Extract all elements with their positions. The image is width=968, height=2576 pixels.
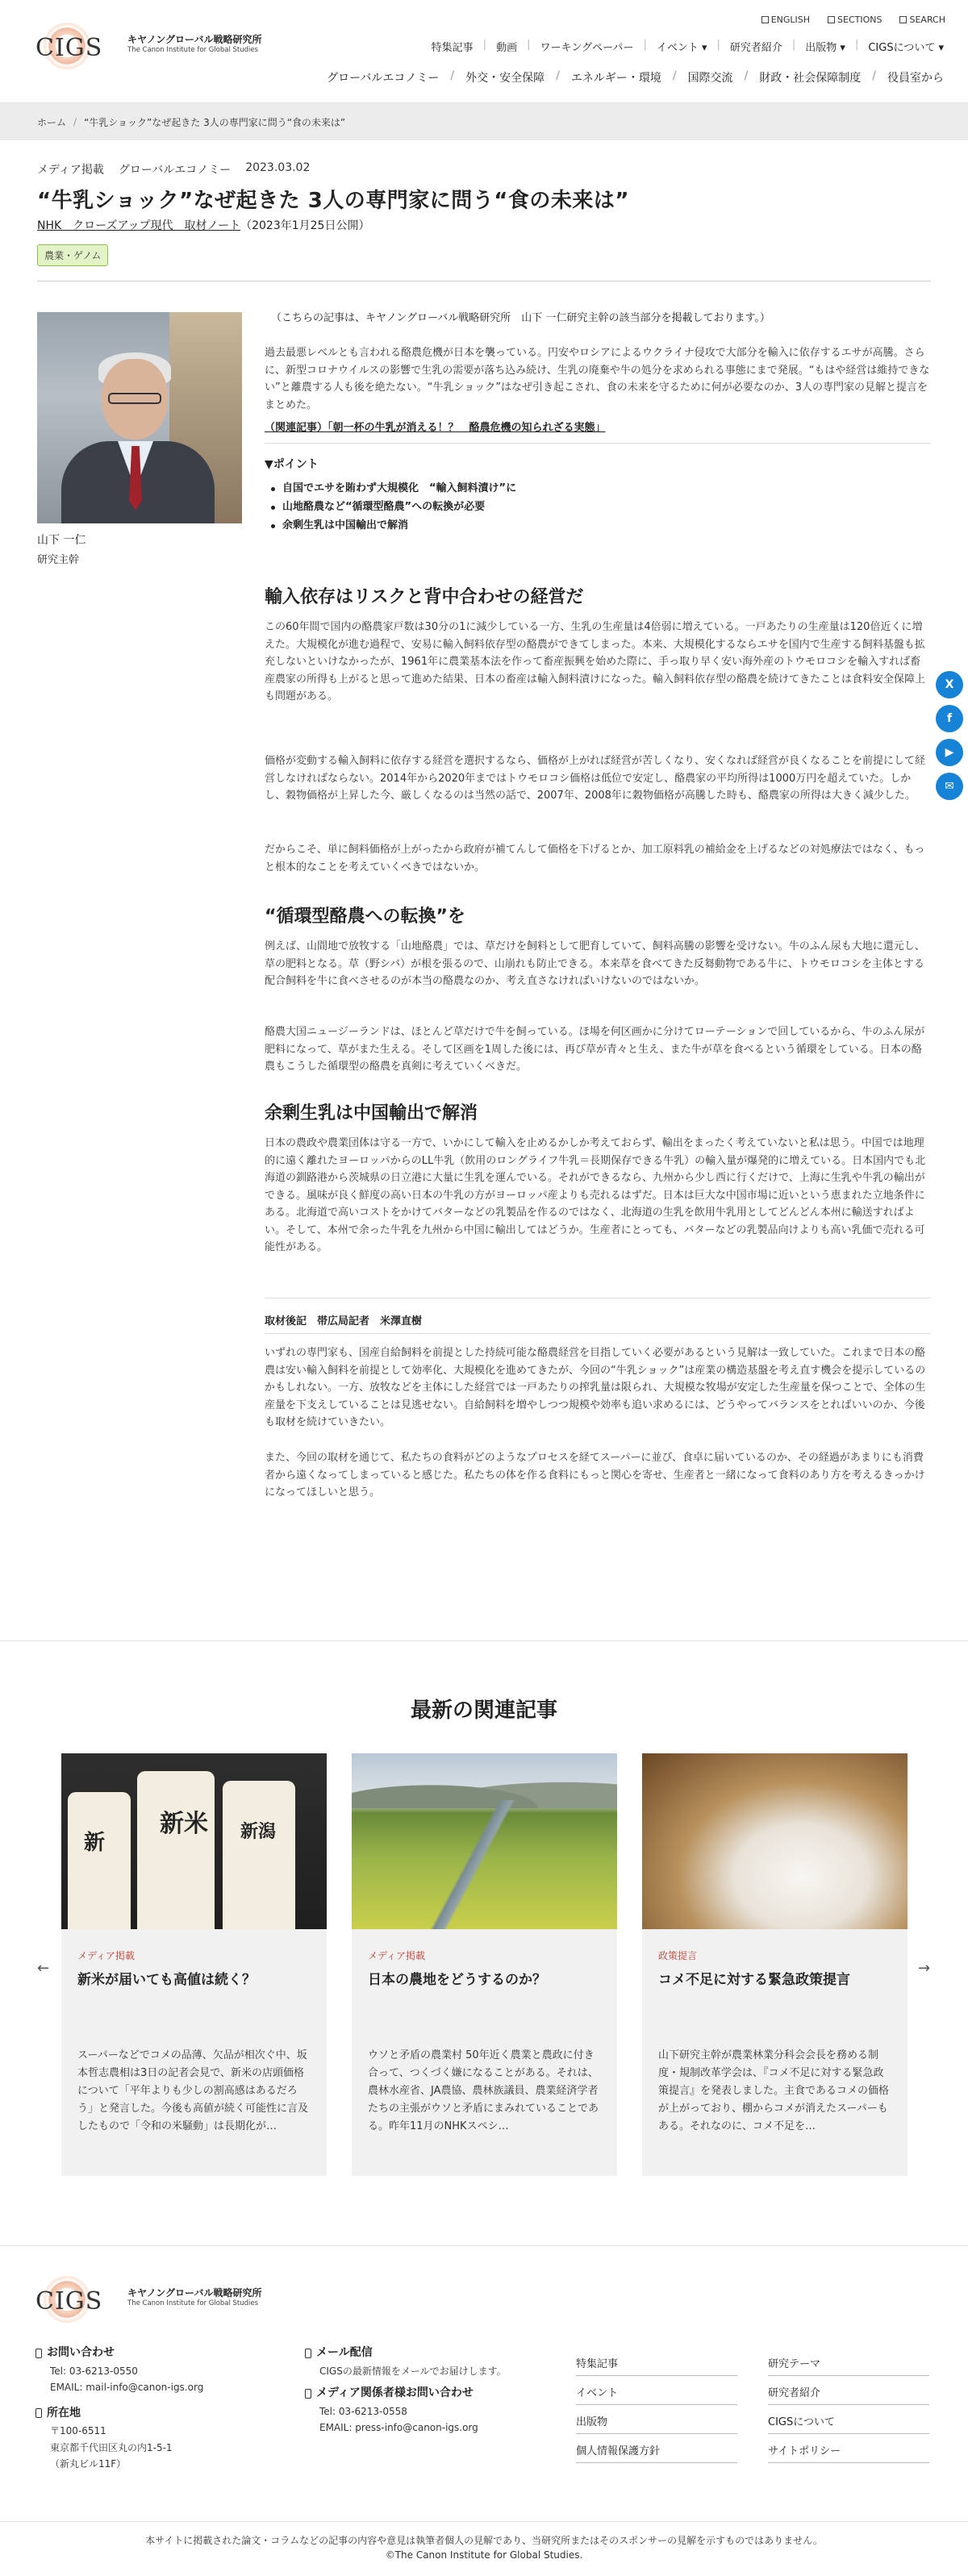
logo-mark: CIGS (35, 23, 119, 66)
utility-nav (761, 15, 945, 25)
divider (265, 443, 931, 444)
section-heading: 輸入依存はリスクと背中合わせの経営だ (265, 587, 584, 607)
card-image-rice-bags: 新 新米 新潟 (61, 1753, 327, 1929)
paragraph: 日本の農政や農業団体は守る一方で、いかにして輸入を止めるかしか考えておらず、輸出をまったく考えていないと私は思う。中国では地理的に遠く離れたヨーロッパからのLL牛乳（飲用のロングライフ牛乳＝長期保存できる牛乳）の輸入量が爆発的に増えている。日本国内でも北海道の釧路港から茨城県の日立港に大量に生乳を運んでいる。それができるなら、九州から少し西に行くだけで、上海に生乳や牛乳の輸出ができる。風味が良く鮮度の高い日本の牛乳の方がヨーロッパ産よりも売れるはずだ。日本は巨大な中国市場に近いという恵まれた立地条件にある。北海道で高いコストをかけてバターなどの乳製品を作るのではなく、北海道の生乳を飲用牛乳用としてどんどん本州に輸送すればよい。そして、本州で余った牛乳を九州から中国に輸出してはどうか。生産者にとっても、バターなどの乳製品向けよりも高い乳価で売れる可能性がある。 (265, 1137, 926, 1254)
list-item: 自国でエサを賄わず大規模化 “輸入飼料漬け”に (265, 480, 931, 498)
card-image-rice-grains (642, 1753, 908, 1929)
list-item: 山地酪農など“循環型酪農”への転換が必要 (265, 498, 931, 517)
carousel-next-arrow-icon[interactable]: → (918, 1960, 931, 1977)
nav-about[interactable]: CIGSについて ▾ (868, 42, 944, 54)
article-source (37, 217, 931, 233)
footer-link-publications[interactable]: 出版物 (576, 2405, 737, 2434)
card-image-rice-fields (352, 1753, 617, 1929)
search-icon (899, 16, 907, 23)
nav-researchers[interactable]: 研究者紹介 (729, 42, 782, 54)
logo-name-jp: キヤノングローバル戦略研究所 (127, 2287, 262, 2299)
meta-date: 2023.03.02 (245, 161, 311, 174)
globe-icon (761, 16, 769, 23)
paragraph: 価格が変動する輸入飼料に依存する経営を選択するなら、価格が上がれば経営が苦しくなり、安くなれば経営が良くなることを前提にして経営しなければならない。2014年から2020年まではトウモロコシ価格は低位で安定し、酪農家の平均所得は1000万円を超えていた。しかし、穀物価格が上昇した今、厳しくなるのは当然の話で、2007年、2008年に穀物価格が高騰した時も、酪農家の所得は大きく減少した。 (265, 755, 926, 802)
footer-links (576, 2347, 937, 2463)
nav-events[interactable]: イベント ▾ (656, 42, 707, 54)
latest-articles-title: 最新の関連記事 (410, 1699, 557, 1723)
author-role: 研究主幹 (37, 554, 80, 566)
share-buttons (936, 671, 963, 800)
footer-link-about[interactable]: CIGSについて (768, 2405, 929, 2434)
footer-link-features[interactable]: 特集記事 (576, 2347, 737, 2376)
footer-link-site-policy[interactable]: サイトポリシー (768, 2434, 929, 2463)
points-list (265, 480, 931, 535)
card-category: メディア掲載 (368, 1950, 426, 1961)
card-title[interactable]: 日本の農地をどうするのか？ (368, 1972, 546, 1988)
press-icon (305, 2389, 311, 2399)
author-name[interactable]: 山下 一仁 (37, 534, 86, 547)
contact-heading: お問い合わせ (47, 2346, 115, 2359)
site-header (0, 0, 968, 103)
nav-features[interactable]: 特集記事 (431, 42, 474, 54)
address-heading: 所在地 (47, 2406, 81, 2420)
logo-name-en: The Canon Institute for Global Studies (127, 2299, 259, 2308)
breadcrumb-current: “牛乳ショック”なぜ起きた 3人の専門家に問う“食の未来は” (84, 116, 346, 128)
copyright: ©The Canon Institute for Global Studies. (385, 2549, 583, 2561)
card-category: 政策提言 (658, 1950, 698, 1961)
sections-link[interactable]: SECTIONS (828, 15, 882, 25)
card-title[interactable]: コメ不足に対する緊急政策提言 (658, 1972, 850, 1988)
logo-mark: CIGS (35, 2276, 119, 2320)
nav-videos[interactable]: 動画 (496, 42, 518, 54)
nav-publications[interactable]: 出版物 ▾ (805, 42, 845, 54)
paragraph: また、今回の取材を通じて、私たちの食料がどのようなプロセスを経てスーパーに並び、食卓に届いているのか、その経過があまりにも消費者から遠くなってしまっていると感じた。私たちの体を作る食料にもっと関心を寄せ、生産者と一緒になって食料のあり方を考えるきっかけになってほしいと思う。 (265, 1452, 925, 1499)
nav-international-exchange[interactable]: 国際交流 (687, 72, 733, 85)
article-card[interactable] (642, 1753, 908, 2176)
media-email[interactable]: EMAIL: press-info@canon-igs.org (319, 2422, 478, 2434)
search-link[interactable]: SEARCH (899, 15, 945, 25)
breadcrumb-home[interactable]: ホーム (37, 116, 67, 128)
logo-name-jp: キヤノングローバル戦略研究所 (127, 34, 262, 46)
youtube-icon[interactable]: ▶ (936, 739, 963, 766)
paragraph: いずれの専門家も、国産自給飼料を前提とした持続可能な酪農経営を目指していく必要があるという見解は一致していた。これまで日本の酪農は安い輸入飼料を前提として効率化、大規模化を進めてきたが、今回の“牛乳ショック”は産業の構造基盤を考え直す機会を提示しているのかもしれない。一方、放牧などを主体にした経営では一戸あたりの搾乳量は限られ、大規模な牧場が安定した生産量を保つことで、全体の生産量を下支えしていることは見逃せない。自給飼料を増やしつつ規模や効率も追い求めるには、どうやってバランスをとればいいのか、今後も取材を続けていきたい。 (265, 1347, 926, 1429)
carousel-prev-arrow-icon[interactable]: ← (37, 1960, 50, 1977)
list-item: 余剰生乳は中国輸出で解消 (265, 517, 931, 536)
card-description: 山下研究主幹が農業林業分科会会長を務める制度・規制改革学会は、『コメ不足に対する緊急政策提言』を発表しました。主食であるコメの価格が上がっており、棚からコメが消えたスーパーもある。それなのに、コメ不足を… (658, 2049, 890, 2133)
article-header (0, 140, 968, 266)
nav-diplomacy-security[interactable]: 外交・安全保障 (465, 72, 545, 85)
topic-tag[interactable]: 農業・ゲノム (37, 244, 108, 266)
section-heading: “循環型酪農への転換”を (265, 907, 465, 927)
primary-nav: 特集記事 | 動画 | ワーキングペーパー | イベント ▾ | 研究者紹介 | 出版物 ▾ | CIGSについて ▾ (431, 39, 944, 54)
mail-heading[interactable]: メール配信 (316, 2346, 373, 2359)
author-photo (37, 312, 242, 523)
footer-bottom (0, 2521, 968, 2562)
article-card[interactable] (61, 1753, 327, 2176)
mail-icon (305, 2349, 311, 2358)
article-note: （こちらの記事は、キヤノングローバル戦略研究所 山下 一仁研究主幹の該当部分を掲載しております。） (271, 312, 770, 324)
related-article-link[interactable]: （関連記事）「朝一杯の牛乳が消える！？ 酪農危機の知られざる実態」 (265, 422, 606, 434)
media-tel[interactable]: Tel: 03-6213-0558 (319, 2405, 407, 2417)
location-icon (35, 2408, 42, 2418)
nav-working-papers[interactable]: ワーキングペーパー (540, 42, 634, 54)
author-card (37, 312, 242, 566)
points-heading: ▼ポイント (265, 458, 319, 471)
facebook-share-icon[interactable]: f (936, 705, 963, 732)
source-link[interactable]: NHK クローズアップ現代 取材ノート (37, 219, 241, 232)
mail-share-icon[interactable]: ✉ (936, 773, 963, 800)
nav-executive-office[interactable]: 役員室から (887, 72, 944, 85)
intro-paragraph: 過去最悪レベルとも言われる酪農危機が日本を襲っている。円安やロシアによるウクライナ侵攻で大部分を輸入に依存するエサが高騰。さらに、新型コロナウイルスの影響で生乳の需要が落ち込み続け、生乳の廃棄や牛の処分を求められる事態にまで発展。“もはや経営は維持できない”と離農する人も後を絶たない。“牛乳ショック”はなぜ引き起こされ、食の未来を守るために何が必要なのか、3人の専門家の見解と提言をまとめた。 (265, 347, 930, 411)
related-articles-carousel (61, 1753, 908, 2176)
menu-icon (828, 16, 835, 23)
footer-mail (305, 2344, 507, 2436)
footer-link-events[interactable]: イベント (576, 2376, 737, 2405)
article-card[interactable] (352, 1753, 617, 2176)
divider (0, 1640, 968, 1641)
divider (0, 2245, 968, 2246)
article-content (0, 281, 968, 1628)
footer-logo[interactable] (35, 2276, 261, 2320)
paragraph: この60年間で国内の酪農家戸数は30分の1に減少している一方、生乳の生産量は4倍弱に増えている。一戸あたりの生産量は120倍近くに増えた。大規模化が進む過程で、安易に輸入飼料依存型の酪農ができてしまった。本来、大規模化するならエサを国内で生産する飼料基盤も拡充しないといけなかったが、1961年に農業基本法を作って畜産振興を始めた際に、手っ取り早く安い海外産のトウモロコシを輸入すれば畜産農家の所得も上がると思って進めた結果、日本の畜産は輸入飼料漬けになった。輸入飼料依存型の酪農を続けてきたことは食料安全保障上も問題がある。 (265, 621, 926, 703)
disclaimer: 本サイトに掲載された論文・コラムなどの記事の内容や意見は執筆者個人の見解であり、当研究所またはそのスポンサーの見解を示すものではありません。 (145, 2535, 823, 2546)
card-description: スーパーなどでコメの品薄、欠品が相次ぐ中、坂本哲志農相は3日の記者会見で、新米の店頭価格について「平年よりも少しの割高感はあるだろう」と発言した。今後も高値が続く可能性に言及したもので「令和の米騒動」は長期化が… (77, 2049, 309, 2133)
category-nav: グローバルエコノミー / 外交・安全保障 / エネルギー・環境 / 国際交流 / 財政・社会保障制度 / 役員室から (327, 69, 944, 85)
x-share-icon[interactable]: X (936, 671, 963, 698)
page-title: “牛乳ショック”なぜ起きた 3人の専門家に問う“食の未来は” (37, 189, 629, 213)
meta-category: グローバルエコノミー (118, 164, 232, 177)
section-heading: 余剰生乳は中国輸出で解消 (265, 1103, 478, 1123)
address-line: 東京都千代田区丸の内1-5-1 (50, 2441, 173, 2453)
latest-articles-section (0, 1694, 968, 1724)
logo-name-en: The Canon Institute for Global Studies (127, 46, 259, 55)
paragraph: だからこそ、単に飼料価格が上がったから政府が補てんして価格を下げるとか、加工原料乳の補給金を上げるなどの対処療法ではなく、もっと根本的なことを考えていくべきではないか。 (265, 844, 925, 873)
source-date: （2023年1月25日公開） (240, 219, 370, 232)
address-line: 〒100-6511 (50, 2425, 106, 2437)
contact-email[interactable]: EMAIL: mail-info@canon-igs.org (50, 2382, 204, 2394)
site-footer (0, 2245, 968, 2561)
meta-type: メディア掲載 (37, 164, 104, 177)
site-logo[interactable] (35, 23, 261, 66)
media-heading: メディア関係者様お問い合わせ (316, 2386, 474, 2400)
paragraph: 酪農大国ニュージーランドは、ほとんど草だけで牛を飼っている。ほ場を何区画かに分けてローテーションで回しているから、牛のふん尿が肥料になって、草がまた生える。そして区画を1周した後には、再び草が青々と生え、また牛が草を食べるという循環をしている。日本の酪農もこうした循環型の酪農を真剣に考えていくべきだ。 (265, 1026, 925, 1073)
nav-global-economy[interactable]: グローバルエコノミー (327, 72, 440, 85)
afterword-heading: 取材後記 帯広局記者 米澤直樹 (265, 1315, 423, 1328)
mail-description: CIGSの最新情報をメールでお届けします。 (319, 2365, 507, 2377)
english-link[interactable]: ENGLISH (761, 15, 810, 25)
article-meta (37, 161, 931, 177)
contact-tel[interactable]: Tel: 03-6213-0550 (50, 2365, 138, 2377)
breadcrumb: ホーム / “牛乳ショック”なぜ起きた 3人の専門家に問う“食の未来は” (0, 103, 968, 140)
card-category: メディア掲載 (77, 1950, 136, 1961)
paragraph: 例えば、山間地で放牧する「山地酪農」では、草だけを飼料として肥育していて、飼料高騰の影響を受けない。牛のふん尿も大地に還元し、草の肥料となる。草（野シバ）が根を張るので、山崩れも防止できる。本来草を食べてきた反芻動物である牛に、トウモロコシを主体とする配合飼料を牛に食べさせるのが本当の酪農なのか、考え直さなければいけないのではないか。 (265, 940, 925, 988)
nav-fiscal-social-security[interactable]: 財政・社会保障制度 (759, 72, 862, 85)
divider (265, 1333, 931, 1334)
card-description: ウソと矛盾の農業村 50年近く農業と農政に付き合って、つくづく嫌になることがある。それは、農林水産省、JA農協、農林族議員、農業経済学者たちの主張がウソと矛盾にまみれていることである。昨年11月のNHKスペシ… (368, 2049, 599, 2133)
footer-link-research-themes[interactable]: 研究テーマ (768, 2347, 929, 2376)
card-title[interactable]: 新米が届いても高値は続く？ (77, 1972, 256, 1988)
phone-icon (35, 2349, 42, 2358)
footer-link-researchers[interactable]: 研究者紹介 (768, 2376, 929, 2405)
footer-contact (35, 2344, 203, 2473)
footer-link-privacy[interactable]: 個人情報保護方針 (576, 2434, 737, 2463)
address-line: （新丸ビル11F） (50, 2458, 127, 2470)
nav-energy-environment[interactable]: エネルギー・環境 (570, 72, 661, 85)
